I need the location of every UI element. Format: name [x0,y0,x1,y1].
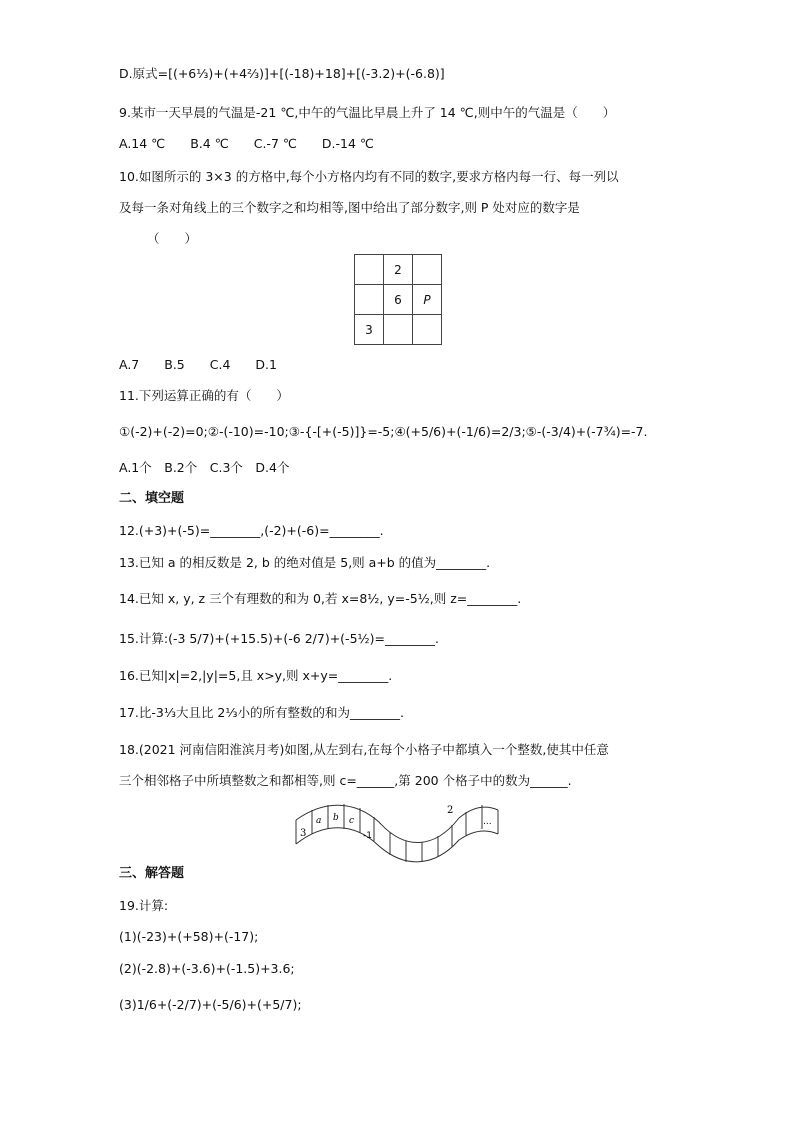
grid-cell: P [413,285,442,315]
option-d-line: D.原式=[(+6⅓)+(+4⅔)]+[(-18)+18]+[(-3.2)+(-6.8)] [119,66,445,81]
strip-cell-label: -1 [363,831,372,841]
question-19: 19.计算: [119,898,169,913]
strip-cell-label: c [349,816,355,826]
question-12: 12.(+3)+(-5)=________,(-2)+(-6)=________. [119,523,384,538]
question-9: 9.某市一天早晨的气温是-21 ℃,中午的气温比早晨上升了 14 ℃,则中午的气温是（ ） [119,105,616,120]
grid-cell [413,255,442,285]
question-18-line1: 18.(2021 河南信阳淮滨月考)如图,从左到右,在每个小格子中都填入一个整数,使其中任意 [119,742,609,757]
grid-cell [355,285,384,315]
strip-cell-label: b [333,813,339,823]
question-11-statements: ①(-2)+(-2)=0;②-(-10)=-10;③-{-[+(-5)]}=-5;④(+5/6)+(-1/6)=2/3;⑤-(-3/4)+(-7¾)=-7. [119,424,648,439]
question-10-options: A.7 B.5 C.4 D.1 [119,357,277,372]
question-19-part3: (3)1/6+(-2/7)+(-5/6)+(+5/7); [119,997,302,1012]
section-solutions: 三、解答题 [119,866,185,881]
grid-cell [355,255,384,285]
question-18-line2: 三个相邻格子中所填整数之和都相等,则 c=______,第 200 个格子中的数为______. [119,773,572,788]
question-10-line2: 及每一条对角线上的三个数字之和均相等,图中给出了部分数字,则 P 处对应的数字是 [119,200,580,215]
strip-cell-label: 2 [447,805,454,816]
question-19-part1: (1)(-23)+(+58)+(-17); [119,929,259,944]
grid-cell: 2 [384,255,413,285]
strip-cell-label: ... [483,817,492,827]
question-13: 13.已知 a 的相反数是 2, b 的绝对值是 5,则 a+b 的值为________. [119,555,491,570]
question-15: 15.计算:(-3 5/7)+(+15.5)+(-6 2/7)+(-5½)=________. [119,631,439,646]
grid-cell: 3 [355,315,384,345]
wave-strip-figure [294,798,500,866]
question-16: 16.已知|x|=2,|y|=5,且 x>y,则 x+y=________. [119,668,393,683]
grid-cell [384,315,413,345]
question-11: 11.下列运算正确的有（ ） [119,388,289,403]
question-10-line1: 10.如图所示的 3×3 的方格中,每个小方格内均有不同的数字,要求方格内每一行、每一列以 [119,169,619,184]
question-14: 14.已知 x, y, z 三个有理数的和为 0,若 x=8½, y=-5½,则 z=________. [119,591,522,606]
magic-square-grid [354,254,442,345]
grid-cell: 6 [384,285,413,315]
strip-cell-label: 3 [300,828,307,839]
grid-cell [413,315,442,345]
question-10-bracket: （ ） [147,231,198,246]
question-11-options: A.1个 B.2个 C.3个 D.4个 [119,460,290,475]
section-fill-in: 二、填空题 [119,491,185,506]
question-17: 17.比-3⅓大且比 2⅓小的所有整数的和为________. [119,705,404,720]
question-9-options: A.14 ℃ B.4 ℃ C.-7 ℃ D.-14 ℃ [119,136,374,151]
question-19-part2: (2)(-2.8)+(-3.6)+(-1.5)+3.6; [119,961,295,976]
strip-cell-label: a [316,816,322,826]
